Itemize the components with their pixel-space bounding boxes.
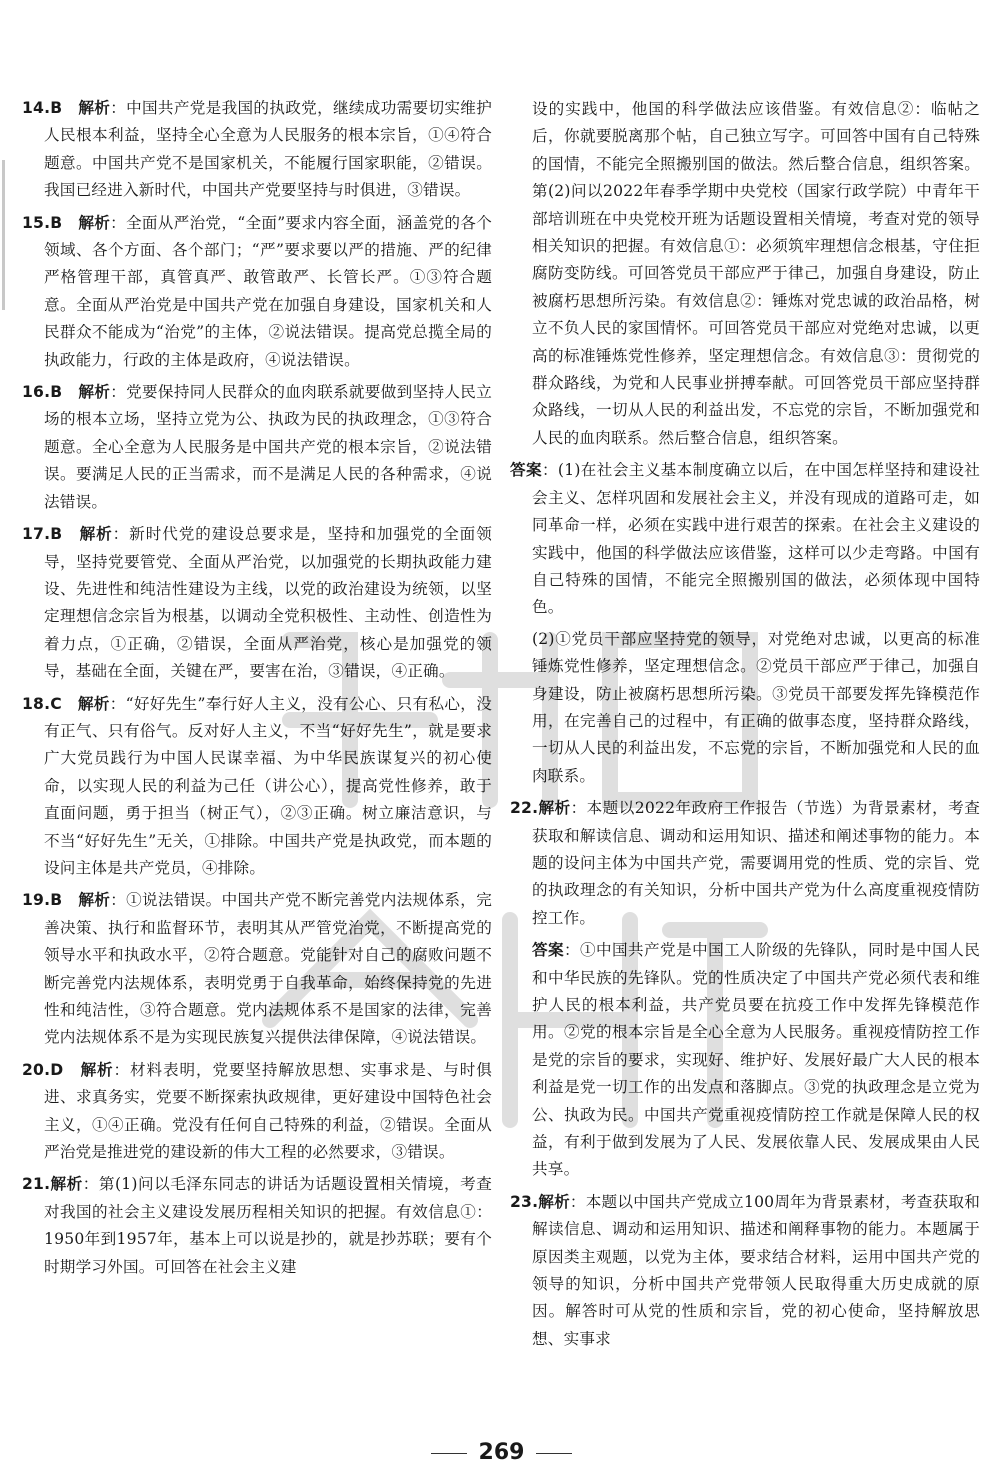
question-20 <box>22 1057 492 1167</box>
answer-label: 答案 <box>510 461 542 480</box>
analysis-label: 解析 <box>538 799 571 818</box>
question-19 <box>22 887 492 1051</box>
question-number: 18.C <box>22 694 62 713</box>
question-16 <box>22 379 492 516</box>
question-22 <box>510 795 980 932</box>
answer-text: ：①中国共产党是中国工人阶级的先锋队，同时是中国人民和中华民族的先锋队。党的性质决定了中国共产党必须代表和维护人民的根本利益，共产党员要在抗疫工作中发挥先锋模范作用。②党的根本宗旨是全心全意为人民服务。重视疫情防控工作是党的宗旨的要求，实现好、维护好、发展好最广大人民的根本利益是党一切工作的出发点和落脚点。③党的执政理念是立党为公、执政为民。中国共产党重视疫情防控工作就是保障人民的权益，有利于做到发展为了人民、发展依靠人民、发展成果由人民共享。 <box>532 941 980 1179</box>
question-number: 20.D <box>22 1060 64 1079</box>
answer-text-part-1: ：(1)在社会主义基本制度确立以后，在中国怎样坚持和建设社会主义、怎样巩固和发展社会主义，并没有现成的道路可走，如同革命一样，必须在实践中进行艰苦的探索。在社会主义建设的实践中，他国的科学做法应该借鉴，这样可以少走弯路。中国有自己特殊的国情，不能完全照搬别国的做法，必须体现中国特色。 <box>532 461 980 617</box>
analysis-text: ：中国共产党是我国的执政党，继续成功需要切实维护人民根本利益，坚持全心全意为人民服务的根本宗旨，①④符合题意。中国共产党不是国家机关，不能履行国家职能，②错误。我国已经进入新时代，中国共产党要坚持与时俱进，③错误。 <box>44 99 492 200</box>
analysis-text: ：①说法错误。中国共产党不断完善党内法规体系，完善决策、执行和监督环节，表明其从严管党治党，不断提高党的领导水平和执政水平，②符合题意。党能针对自己的腐败问题不断完善党内法规体系，表明党勇于自我革命，始终保持党的先进性和纯洁性，③符合题意。党内法规体系不是国家的法律，完善党内法规体系不是为实现民族复兴提供法律保障，④说法错误。 <box>44 891 492 1047</box>
question-21 <box>22 1171 492 1281</box>
question-number: 17.B <box>22 525 63 544</box>
question-number: 19.B <box>22 891 63 910</box>
question-17 <box>22 521 492 685</box>
footer-dash-left <box>431 1453 467 1454</box>
analysis-label: 解析 <box>78 383 111 402</box>
analysis-text: ：党要保持同人民群众的血肉联系就要做到坚持人民立场的根本立场，坚持立党为公、执政为民的执政理念，①③符合题意。全心全意为人民服务是中国共产党的根本宗旨，②说法错误。要满足人民的正当需求，而不是满足人民的各种需求，④说法错误。 <box>44 383 492 511</box>
analysis-label: 解析 <box>80 1060 114 1079</box>
question-22-answer <box>510 937 980 1184</box>
question-21-continued: 设的实践中，他国的科学做法应该借鉴。有效信息②：临帖之后，你就要脱离那个帖，自己独立写字。可回答中国有自己特殊的国情，不能完全照搬别国的做法。然后整合信息，组织答案。第(2)问以2022年春季学期中央党校（国家行政学院）中青年干部培训班在中央党校开班为话题设置相关情境，考查对党的领导相关知识的把握。有效信息①：必须筑牢理想信念根基，守住拒腐防变防线。可回答党员干部应严于律己，加强自身建设，防止被腐朽思想所污染。有效信息②：锤炼对党忠诚的政治品格，树立不负人民的家国情怀。可回答党员干部应对党绝对忠诚，以更高的标准锤炼党性修养，坚定理想信念。有效信息③：贯彻党的群众路线，为党和人民事业拼搏奉献。可回答党员干部应坚持群众路线，一切从人民的利益出发，不忘党的宗旨，不断加强党和人民的血肉联系。然后整合信息，组织答案。 <box>532 100 980 447</box>
answer-label: 答案 <box>532 941 565 960</box>
footer-dash-right <box>536 1453 572 1454</box>
question-number: 21. <box>22 1175 51 1194</box>
analysis-text: ：新时代党的建设总要求是，坚持和加强党的全面领导，坚持党要管党、全面从严治党，以加强党的长期执政能力建设、先进性和纯洁性建设为主线，以党的政治建设为统领，以坚定理想信念宗旨为根基，以调动全党积极性、主动性、创造性为着力点，①正确，②错误，全面从严治党，核心是加强党的领导，基础在全面，关键在严，要害在治，③错误，④正确。 <box>44 525 493 681</box>
question-number: 23. <box>510 1192 539 1211</box>
question-number: 15.B <box>22 213 63 232</box>
analysis-text: ：全面从严治党，“全面”要求内容全面，涵盖党的各个领域、各个方面、各个部门；“严”要求要以严的措施、严的纪律严格管理干部，真管真严、敢管敢严、长管长严。①③符合题意。全面从严治党是中国共产党在加强自身建设，国家机关和人民群众不能成为“治党”的主体，②说法错误。提高党总揽全局的执政能力，行政的主体是政府，④说法错误。 <box>44 213 492 369</box>
question-number: 16.B <box>22 383 63 402</box>
question-21-answer <box>510 457 980 621</box>
question-15 <box>22 210 492 374</box>
question-23 <box>510 1189 980 1353</box>
analysis-label: 解析 <box>538 1192 570 1211</box>
analysis-text: ：第(1)问以毛泽东同志的讲话为话题设置相关情境，考查对我国的社会主义建设发展历程相关知识的把握。有效信息①：1950年到1957年，基本上可以说是抄的，就是抄苏联；要有个时期学习外国。可回答在社会主义建 <box>44 1175 492 1276</box>
analysis-text: ：本题以2022年政府工作报告（节选）为背景素材，考查获取和解读信息、调动和运用知识、描述和阐述事物的能力。本题的设问主体为中国共产党，需要调用党的性质、党的宗旨、党的执政理念的有关知识，分析中国共产党为什么高度重视疫情防控工作。 <box>532 799 981 927</box>
analysis-label: 解析 <box>78 213 111 232</box>
question-14 <box>22 95 492 205</box>
analysis-label: 解析 <box>50 1175 83 1194</box>
analysis-label: 解析 <box>79 525 113 544</box>
analysis-label: 解析 <box>78 99 111 117</box>
question-18 <box>22 691 492 883</box>
page-number: 269 <box>478 1440 525 1465</box>
analysis-label: 解析 <box>77 694 110 713</box>
question-21-answer-part-2: (2)①党员干部应坚持党的领导，对党绝对忠诚，以更高的标准锤炼党性修养，坚定理想信念。②党员干部应严于律己，加强自身建设，防止被腐朽思想所污染。③党员干部要发挥先锋模范作用，在完善自己的过程中，有正确的做事态度，坚持群众路线，一切从人民的利益出发，不忘党的宗旨，不断加强党和人民的血肉联系。 <box>532 629 980 785</box>
left-column <box>22 95 492 1286</box>
question-number: 14.B <box>22 99 63 117</box>
right-column <box>510 96 980 1358</box>
analysis-text: ：材料表明，党要坚持解放思想、实事求是、与时俱进、求真务实，党要不断探索执政规律，更好建设中国特色社会主义，①④正确。党没有任何自己特殊的利益，②错误。全面从严治党是推进党的建设新的伟大工程的必然要求，③错误。 <box>44 1060 493 1162</box>
analysis-text: ：“好好先生”奉行好人主义，没有公心、只有私心，没有正气、只有俗气。反对好人主义，不当“好好先生”，就是要求广大党员践行为中国人民谋幸福、为中华民族谋复兴的初心使命，以实现人民的利益为己任（讲公心），提高党性修养，敢于直面问题，勇于担当（树正气），②③正确。树立廉洁意识，与不当“好好先生”无关，①排除。中国共产党是执政党，而本题的设问主体是共产党员，④排除。 <box>44 694 492 877</box>
page-footer <box>0 1440 1003 1465</box>
analysis-label: 解析 <box>78 891 111 910</box>
question-number: 22. <box>510 799 539 818</box>
analysis-text: ：本题以中国共产党成立100周年为背景素材，考查获取和解读信息、调动和运用知识、描述和阐释事物的能力。本题属于原因类主观题，以党为主体，要求结合材料，运用中国共产党的领导的知识，分析中国共产党带领人民取得重大历史成就的原因。解答时可从党的性质和宗旨，党的初心使命，坚持解放思想、实事求 <box>532 1192 980 1348</box>
binding-edge-mark <box>2 160 5 310</box>
